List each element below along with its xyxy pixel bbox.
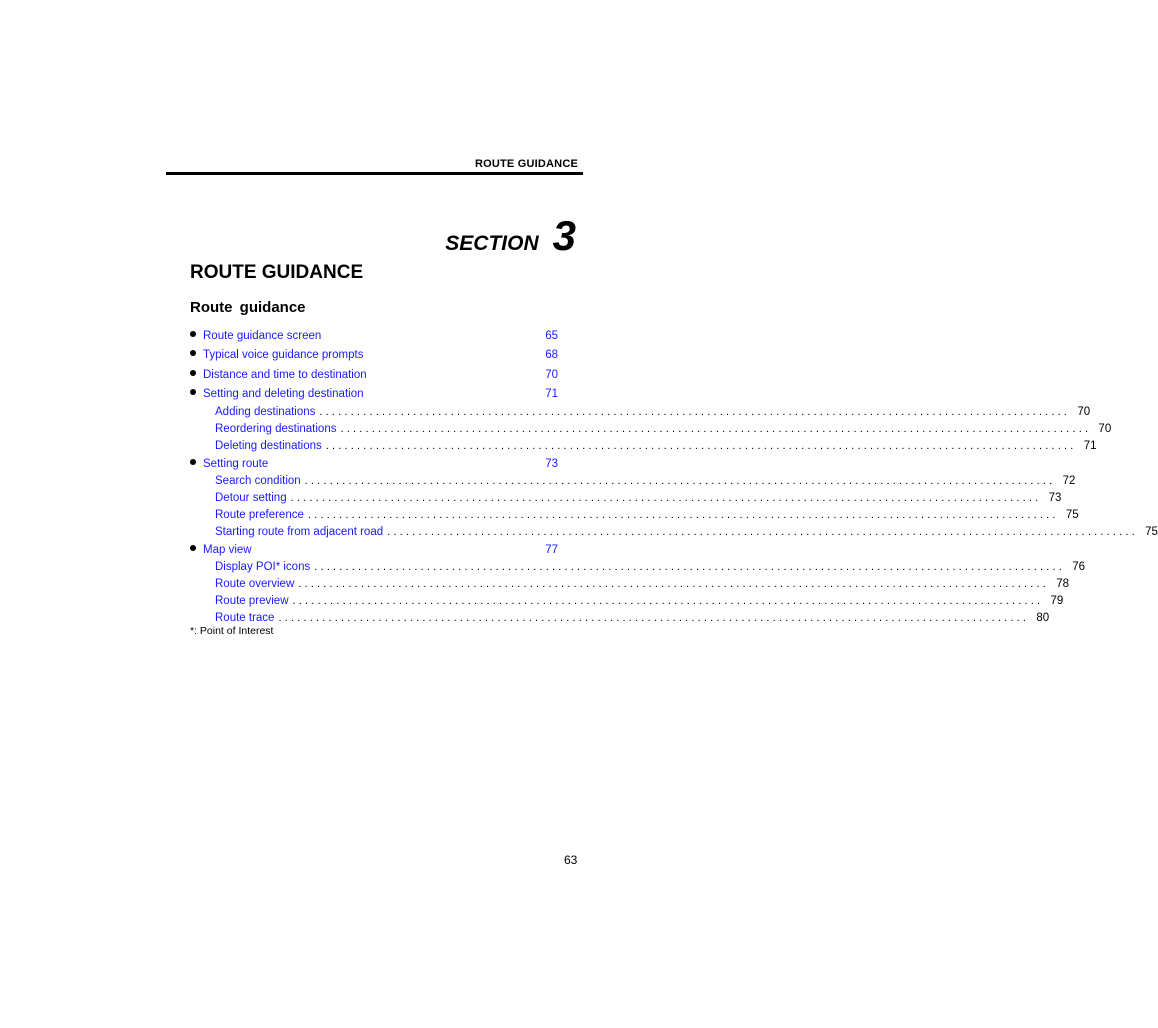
dot-leader: ........................................................................................................................ xyxy=(340,422,1092,435)
section-number: 3 xyxy=(552,212,576,259)
toc-link[interactable]: Distance and time to destination xyxy=(203,368,367,381)
toc-subentry[interactable] xyxy=(190,576,1070,593)
toc-link[interactable]: Display POI* icons xyxy=(215,561,311,574)
dot-leader: ........................................................................................................................ xyxy=(290,491,1042,504)
bullet-icon xyxy=(190,350,196,356)
toc-link[interactable]: Route guidance screen xyxy=(203,330,322,342)
header-rule xyxy=(166,172,583,175)
running-head: ROUTE GUIDANCE xyxy=(474,158,578,170)
toc-link[interactable]: Route overview xyxy=(215,578,295,591)
toc-page-number: 75 xyxy=(1145,525,1158,538)
toc-page-number: 70 xyxy=(1098,422,1112,435)
toc-page-number: 79 xyxy=(1050,595,1064,608)
toc-page-number: 71 xyxy=(1083,439,1097,452)
toc-page-number[interactable]: 77 xyxy=(545,543,558,556)
toc-subentry[interactable] xyxy=(190,490,1062,507)
toc-link[interactable]: Reordering destinations xyxy=(215,422,337,435)
dot-leader: ........................................................................................................................ xyxy=(314,561,1065,574)
toc-page-number[interactable]: 71 xyxy=(545,388,558,401)
dot-leader: ........................................................................................................................ xyxy=(307,508,1059,521)
toc-subentry[interactable] xyxy=(190,438,1097,455)
toc-page-number[interactable]: 65 xyxy=(545,330,558,342)
toc-subentry[interactable] xyxy=(190,559,1085,576)
bullet-icon xyxy=(190,331,196,337)
toc-subentry[interactable] xyxy=(190,593,1064,610)
toc-link[interactable]: Route preference xyxy=(215,508,304,521)
toc-link[interactable]: Adding destinations xyxy=(215,405,316,418)
dot-leader: ........................................................................................................................ xyxy=(278,612,1030,625)
toc-link[interactable]: Search condition xyxy=(215,474,301,487)
toc-page-number: 75 xyxy=(1065,508,1079,521)
toc-subentry[interactable] xyxy=(190,421,1112,438)
bullet-icon xyxy=(190,545,196,551)
section-word: SECTION xyxy=(445,232,539,255)
toc-subentry[interactable] xyxy=(190,473,1076,490)
toc-entry[interactable] xyxy=(190,541,558,560)
dot-leader: ........................................................................................................................ xyxy=(292,595,1044,608)
toc-link[interactable]: Route trace xyxy=(215,612,275,625)
bullet-icon xyxy=(190,370,196,376)
toc-link[interactable]: Setting route xyxy=(203,457,269,470)
toc-entry[interactable] xyxy=(190,366,558,385)
toc-page-number[interactable]: 70 xyxy=(545,368,558,381)
toc-page-number[interactable]: 73 xyxy=(545,457,558,470)
table-of-contents xyxy=(190,327,1158,627)
sub-title: Route guidance xyxy=(190,299,306,316)
toc-page-number: 72 xyxy=(1062,474,1076,487)
toc-link[interactable]: Deleting destinations xyxy=(215,439,322,452)
toc-subentry[interactable] xyxy=(190,524,1158,541)
toc-link[interactable]: Map view xyxy=(203,543,252,556)
toc-page-number: 73 xyxy=(1048,491,1062,504)
toc-subentry[interactable] xyxy=(190,507,1079,524)
toc-entry[interactable] xyxy=(190,455,558,474)
dot-leader: ........................................................................................................................ xyxy=(304,474,1056,487)
toc-page-number: 80 xyxy=(1036,612,1050,625)
toc-entry[interactable] xyxy=(190,327,558,346)
toc-link[interactable]: Setting and deleting destination xyxy=(203,388,364,401)
toc-page-number: 70 xyxy=(1077,405,1091,418)
chapter-title: ROUTE GUIDANCE xyxy=(190,262,364,283)
footnote: *: Point of Interest xyxy=(190,625,274,637)
section-heading xyxy=(445,212,576,260)
toc-page-number: 76 xyxy=(1072,561,1085,574)
page-number: 63 xyxy=(564,853,578,867)
toc-link[interactable]: Detour setting xyxy=(215,491,287,504)
dot-leader: ........................................................................................................................ xyxy=(319,405,1071,418)
toc-entry[interactable] xyxy=(190,385,558,404)
dot-leader: ........................................................................................................................ xyxy=(298,578,1050,591)
toc-link[interactable]: Starting route from adjacent road xyxy=(215,525,384,538)
toc-page-number[interactable]: 68 xyxy=(545,349,558,362)
toc-page-number: 78 xyxy=(1056,578,1070,591)
toc-entry[interactable] xyxy=(190,346,558,365)
toc-subentry[interactable] xyxy=(190,404,1091,421)
toc-link[interactable]: Route preview xyxy=(215,595,289,608)
bullet-icon xyxy=(190,459,196,465)
dot-leader: ........................................................................................................................ xyxy=(325,439,1077,452)
dot-leader: ........................................................................................................................ xyxy=(387,525,1138,538)
toc-link[interactable]: Typical voice guidance prompts xyxy=(203,349,364,362)
bullet-icon xyxy=(190,389,196,395)
